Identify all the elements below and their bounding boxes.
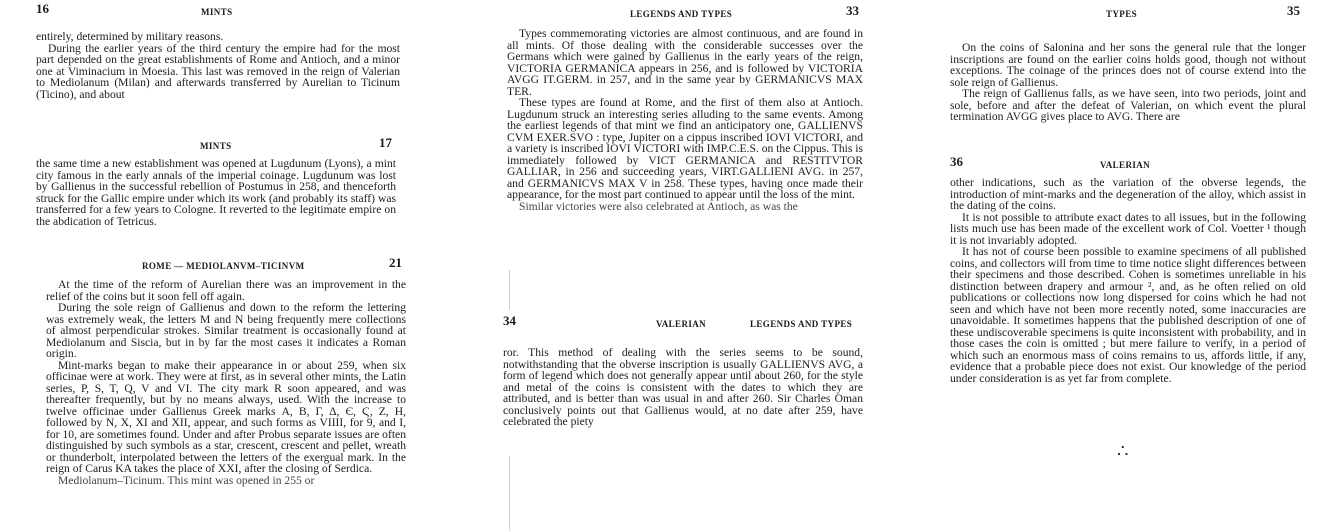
page-header <box>36 138 396 154</box>
page-body <box>950 177 1306 384</box>
running-title: LEGENDS AND TYPES <box>630 9 733 19</box>
page-header <box>36 4 400 20</box>
page-body <box>503 347 863 428</box>
running-title: MINTS <box>200 141 232 151</box>
paragraph: Mint-marks began to make their appearance in or about 259, when six officinae were at work. They were at first, as in several other mints, the Latin series, P, S, T, Q, V and VI. The city mark R soon appeared, and was thereafter frequently, but by no means always, used. With the increase to twelve officinae under Gallienus Greek marks Α, Β, Γ, Δ, Є, Ϛ, Z, H, followed by N, X, XI and XII, appear, and such forms as VIIII, for 9, and I, for 10, are sometimes found. Under and after Probus separate issues are often distinguished by such symbols as a star, crescent, crescent and pellet, wreath or thunderbolt, interpolated between the letters of the exergual mark. In the reign of Carus KA takes the place of XXI, after the closing of Serdica. <box>46 358 406 475</box>
scan-margin-line <box>509 456 510 531</box>
paragraph: It is not possible to attribute exact dates to all issues, but in the following lists much use has been made of the excellent work of Col. Voetter ¹ though it is not invariably adopted. <box>950 210 1306 247</box>
running-title: VALERIAN <box>656 319 707 329</box>
page-header <box>46 258 406 274</box>
paragraph: entirely, determined by military reasons. <box>36 30 224 43</box>
running-subtitle: LEGENDS AND TYPES <box>750 319 853 329</box>
paragraph: the same time a new establishment was opened at Lugdunum (Lyons), a mint city famous in the early annals of the imperial coinage. Lugdunum was lost by Gallienus in the successful rebellion of Postumus in 258, and thenceforth struck for the Gallic empire under which its work (and probably its staff) was transferred for a few years to Cologne. It reverted to the legitimate empire on the abdication of Tetricus. <box>36 157 396 228</box>
page-header <box>950 6 1306 22</box>
page-fragment-17 <box>36 138 396 252</box>
section-end-ornament: ∴ <box>1117 441 1127 461</box>
page-fragment-33 <box>507 6 863 262</box>
page-number: 35 <box>1287 6 1300 18</box>
page-number: 16 <box>36 4 49 16</box>
page-body <box>36 31 400 100</box>
page-fragment-35 <box>950 6 1306 142</box>
page-number: 21 <box>389 258 402 270</box>
paragraph: The reign of Gallienus falls, as we have seen, into two periods, joint and sole, before and after the defeat of Valerian, on which event the plural termination AVGG gives place to AVG. There are <box>950 87 1306 123</box>
page-body <box>46 279 406 486</box>
scan-margin-line <box>509 270 510 310</box>
running-title: TYPES <box>1106 9 1138 19</box>
paragraph: other indications, such as the variation of the obverse legends, the introduction of mint-marks and the degeneration of the alloy, which assist in the dating of the coins. <box>950 176 1306 212</box>
paragraph: Types commemorating victories are almost continuous, and are found in all mints. Of those dealing with the considerable successes over the Germans which were gained by Gallienus in the early years of the reign, VICTORIA GERMANICA appears in 256, and is followed by VICTORIA AVGG IT.GERM. in 257, and in the same year by GERMANICVS MAX TER. <box>507 27 863 98</box>
paragraph: These types are found at Rome, and the first of them also at Antioch. Lugdunum struck an interesting series alluding to the same events. Among the earliest legends of that mint we find an anticipatory one, GALLIENVS CVM EXER.SVO : type, Jupiter on a cippus inscribed IOVI VICTORI, and a variety is inscribed IOVI VICTORI with IMP.C.E.S. on the Cippus. This is immediately followed by VICT GERMANICA and RESTITVTOR GALLIAR, in 256 and succeeding years, VIRT.GALLIENI AVG. in 257, and GERMANICVS MAX V in 258. These types, having once made their appearance, for the most part continued to appear until the loss of the mint. <box>507 96 863 201</box>
paragraph: During the earlier years of the third century the empire had for the most part depended on the great establishments of Rome and Antioch, and a minor one at Viminacium in Moesia. This last was removed in the reign of Valerian to Mediolanum (Milan) and afterwards transferred by Aurelian to Ticinum (Ticino), and about <box>36 41 400 101</box>
page-body <box>507 28 863 212</box>
running-title: ROME — MEDIOLANVM–TICINVM <box>142 261 305 271</box>
page-fragment-16 <box>36 4 400 106</box>
paragraph: On the coins of Salonina and her sons the general rule that the longer inscriptions are found on the earlier coins holds good, though not without exceptions. The coinage of the princes does not of course extend into the sole reign of Gallienus. <box>950 41 1306 89</box>
paragraph: At the time of the reform of Aurelian there was an improvement in the relief of the coins but it soon fell off again. <box>46 278 406 303</box>
page-header <box>503 316 863 332</box>
page-number: 17 <box>379 138 392 150</box>
page-header <box>507 6 863 22</box>
page-number: 34 <box>503 316 516 328</box>
paragraph: Similar victories were also celebrated at Antioch, as was the <box>519 199 798 213</box>
paragraph: It has not of course been possible to examine specimens of all published coins, and collectors will from time to time notice slight differences between their specimens and those described. Cohen is sometimes unreliable in his distinction between drapery and armour ², and, as he often relied on old publications or collections now long dispersed for coins which he had not seen and which have not been more recently noted, some inaccuracies are unavoidable. It sometimes happens that the published description of one of these undiscoverable specimens is quite inconsistent with probability, and in those cases the coin is omitted ; but mere failure to verify, in a period of which such an enormous mass of coins remains to us, affords little, if any, evidence that a probable piece does not exist. Our knowledge of the period under consideration is as yet far from complete. <box>950 245 1306 385</box>
page-fragment-36 <box>950 157 1306 461</box>
page-header <box>950 157 1306 173</box>
page-fragment-34 <box>503 316 863 456</box>
paragraph: ror. This method of dealing with the series seems to be sound, notwithstanding that the obverse inscription is usually GALLIENVS AVG, a form of legend which does not generally appear until about 260, for the style and metal of the coins is consistent with the dates to which they are attributed, and is better than was usual in and after 260. Sir Charles Oman conclusively points out that Gallienus would, at no date after 259, have celebrated the piety <box>503 346 863 428</box>
page-body <box>950 42 1306 123</box>
paragraph: Mediolanum–Ticinum. This mint was opened in 255 or <box>58 473 315 487</box>
running-title: MINTS <box>201 7 233 17</box>
running-title: VALERIAN <box>1100 160 1151 170</box>
paragraph: During the sole reign of Gallienus and down to the reform the lettering was extremely weak, the letters M and N being frequently mere collections of almost perpendicular strokes. Similar treatment is occasionally found at Mediolanum and Siscia, but in by far the most cases it indicates a Roman origin. <box>46 301 406 360</box>
page-number: 36 <box>950 157 963 169</box>
page-body <box>36 158 396 227</box>
page-number: 33 <box>846 6 859 18</box>
page-fragment-21 <box>46 258 406 531</box>
